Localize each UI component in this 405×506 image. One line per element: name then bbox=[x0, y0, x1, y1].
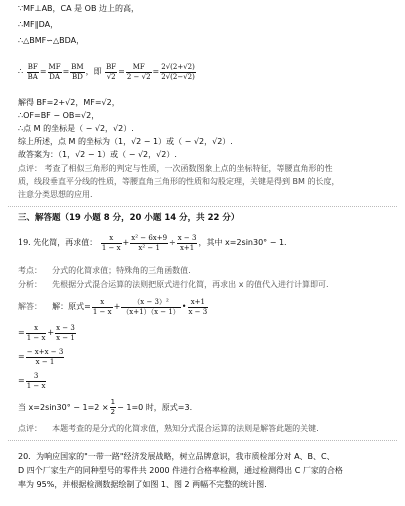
comment-line-2: 质，线段垂直平分线的性质，等腰直角三角形的性质和勾股定理，关键是得到 BM 的长度， bbox=[18, 177, 340, 186]
q19-solution-step-4: = $\frac{3}{1 - x}$ bbox=[18, 371, 46, 390]
proof-line-8: 综上所述，点 M 的坐标为（1，√2 − 1）或（ − √2，√2）. bbox=[18, 137, 233, 146]
ratio-bf-sqrt2: $\frac{BF}{√2}$ bbox=[106, 62, 117, 81]
q20-line-3: 率为 95%，并根据检测数据绘制了如图 1、图 2 两幅不完整的统计图. bbox=[18, 480, 267, 489]
q19-solution-step-2: = $\frac{x}{1 - x}$ + $\frac{x - 3}{x - 1}$ bbox=[18, 323, 75, 342]
proof-line-5: 解得 BF=2+√2，MF=√2， bbox=[18, 98, 120, 107]
divider bbox=[8, 206, 397, 207]
q19-comment: 点评： 本题考查的是分式的化简求值，熟知分式混合运算的法则是解答此题的关键. bbox=[18, 424, 319, 433]
step1-frac-c: $\frac{x+1}{x - 3}$ bbox=[188, 297, 208, 316]
comment-line-3: 注意分类思想的应用. bbox=[18, 190, 93, 199]
ratio-mf-2-sqrt2: $\frac{MF}{2 - √2}$ bbox=[126, 62, 151, 81]
ratio-bf-ba: $\frac{BF}{BA}$ bbox=[27, 62, 38, 81]
q20-line-2: D 四个厂家生产的同种型号的零件共 2000 件进行合格率检测，通过检测得出 C 厂家的合格 bbox=[18, 466, 343, 475]
step1-frac-b: $\frac{\text{（x − 3）²}}{(x+1)(x - 1)}$ bbox=[122, 297, 180, 316]
q19-kaodian: 考点： 分式的化简求值；特殊角的三角函数值. bbox=[18, 266, 191, 275]
q19-question: 19. 先化简，再求值： $\frac{x}{1 - x}$ + $\frac{\text{x² − 6x+9}}{\text{x² − 1}}$ ÷ $\frac{x - 3}{x+1}$ ，其中 x=2sin30° − 1. bbox=[18, 233, 287, 252]
q19-condition: ，其中 x=2sin30° − 1. bbox=[198, 238, 287, 247]
ratio-radicals: $\frac{2√(2+√2)}{2√(2-√2)}$ bbox=[161, 62, 195, 81]
q19-frac-3: $\frac{x - 3}{x+1}$ bbox=[177, 233, 197, 252]
step2-frac-a: $\frac{x}{1 - x}$ bbox=[26, 323, 46, 342]
step4-frac: $\frac{3}{1 - x}$ bbox=[26, 371, 46, 390]
q20-line-1: 20．为响应国家的"一带一路"经济发展战略，树立品牌意识，我市质检部分对 A、B、C、 bbox=[18, 452, 335, 461]
q19-solution-step-1: 解答： 解：原式= $\frac{x}{1 - x}$ + $\frac{\text{（x − 3）²}}{(x+1)(x - 1)}$ • $\frac{x+1}{x - 3}$ bbox=[18, 297, 208, 316]
step1-frac-a: $\frac{x}{1 - x}$ bbox=[92, 297, 112, 316]
proof-line-6: ∴OF=BF − OB=√2， bbox=[18, 111, 100, 120]
ratio-mf-da: $\frac{MF}{DA}$ bbox=[48, 62, 61, 81]
ratio-bm-bd: $\frac{BM}{BD}$ bbox=[71, 62, 84, 81]
q19-frac-1: $\frac{x}{1 - x}$ bbox=[101, 233, 121, 252]
q19-solution-step-3: = $\frac{- x+x - 3}{x - 1}$ bbox=[18, 347, 64, 366]
proof-ratio-line: ∴ $\frac{BF}{BA}$ = $\frac{MF}{DA}$ = $\frac{BM}{BD}$ ，即 $\frac{BF}{√2}$ = $\frac{MF}{2 - √2}$ = $\frac{2√(2+√2)}{2√(2-√2)}$ bbox=[18, 62, 195, 81]
half-frac: $\frac{1}{2}$ bbox=[110, 398, 116, 416]
section-title: 三、解答题（19 小题 8 分，20 小题 14 分，共 22 分） bbox=[18, 213, 240, 223]
q19-prompt: 先化简，再求值： bbox=[33, 238, 98, 247]
q19-fenxi: 分析： 先根据分式混合运算的法则把原式进行化简，再求出 x 的值代入进行计算即可. bbox=[18, 280, 329, 289]
step2-frac-b: $\frac{x - 3}{x - 1}$ bbox=[56, 323, 75, 342]
proof-line-1: ∵MF⊥AB，CA 是 OB 边上的高， bbox=[18, 4, 139, 13]
proof-line-2: ∴MF∥DA， bbox=[18, 20, 59, 29]
proof-line-3: ∴△BMF∽△BDA， bbox=[18, 36, 85, 45]
comment-line-1: 点评： 考查了相似三角形的判定与性质，一次函数图象上点的坐标特征，等腰直角形的性 bbox=[18, 164, 333, 173]
divider-2 bbox=[8, 440, 397, 441]
q19-number: 19. bbox=[18, 238, 31, 247]
proof-line-7: ∴点 M 的坐标是（ − √2，√2）. bbox=[18, 124, 134, 133]
step3-frac: $\frac{- x+x - 3}{x - 1}$ bbox=[26, 347, 64, 366]
proof-line-9: 故答案为：（1，√2 − 1）或（ − √2，√2）. bbox=[18, 150, 177, 159]
q19-solution-step-5: 当 x=2sin30° − 1=2 × $\frac{1}{2}$ − 1=0 时，原式=3. bbox=[18, 398, 193, 416]
q19-frac-2: $\frac{\text{x² − 6x+9}}{\text{x² − 1}}$ bbox=[131, 233, 168, 252]
therefore-sign: ∴ bbox=[18, 67, 24, 76]
